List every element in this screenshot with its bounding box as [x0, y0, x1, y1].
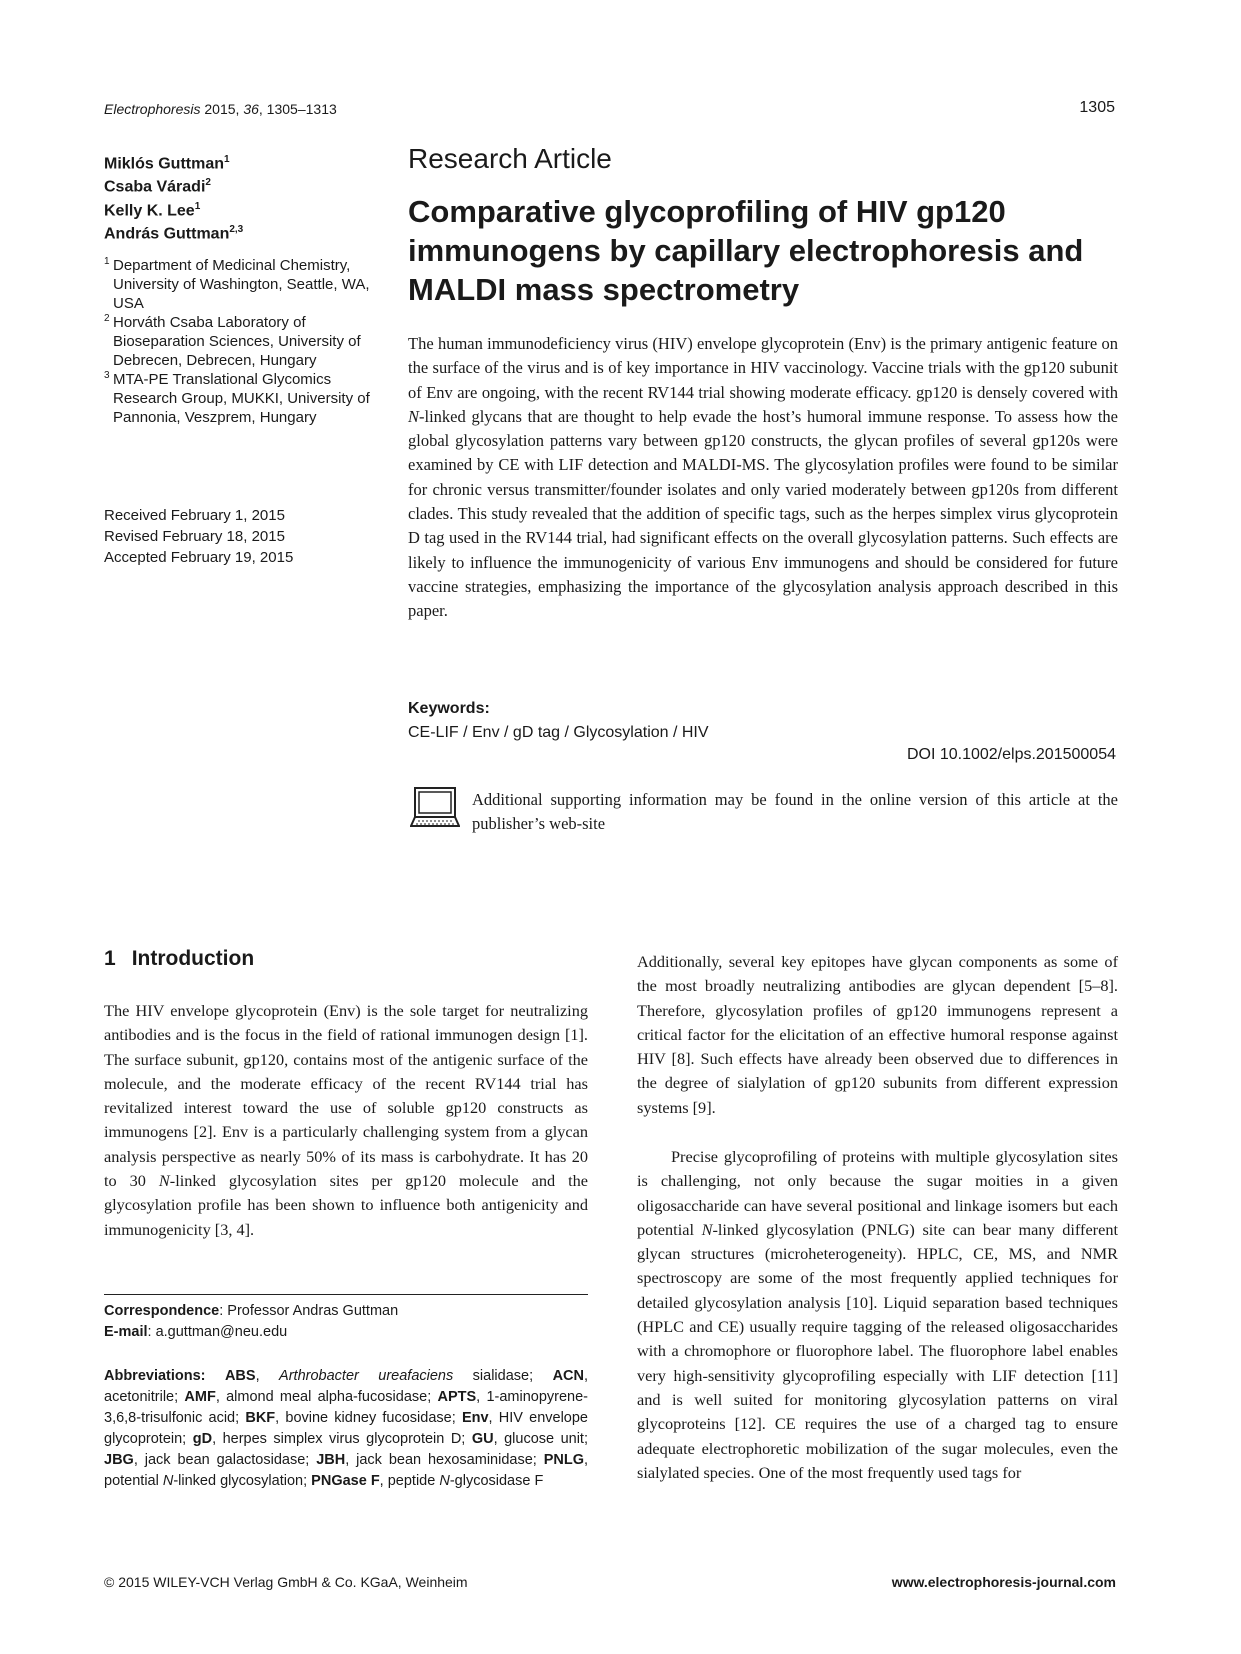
journal-year: 2015, [200, 101, 244, 117]
correspondence [104, 1301, 588, 1343]
footnote-divider [104, 1294, 588, 1295]
affiliation-list [104, 256, 374, 427]
keywords: CE-LIF / Env / gD tag / Glycosylation / HIV [408, 724, 709, 741]
abbreviations: Abbreviations: ABS, Arthrobacter ureafaciens sialidase; ACN, acetonitrile; AMF, almond meal alpha-fucosidase; APTS, 1-aminopyrene-3,6,8-trisulfonic acid; BKF, bovine kidney fucosidase; Env, HIV envelope glycoprotein; gD, herpes simplex virus glycoprotein D; GU, glucose unit; JBG, jack bean galactosidase; JBH, jack bean hexosaminidase; PNLG, potential N-linked glycosylation; PNGase F, peptide N-glycosidase F [104, 1368, 589, 1489]
journal-pages: , 1305–1313 [258, 101, 337, 117]
page-number: 1305 [1079, 99, 1115, 116]
author: Csaba Váradi$^2$ [104, 177, 211, 196]
article-dates [104, 505, 374, 568]
journal-website-link[interactable]: www.electrophoresis-journal.com [891, 1574, 1116, 1590]
journal-volume: 36 [243, 101, 259, 117]
keywords-label: Keywords: [408, 700, 490, 717]
accepted-date: Accepted February 19, 2015 [104, 549, 294, 566]
body-paragraph: Additionally, several key epitopes have glycan components as some of the most broadly neutralizing antibodies are glycan dependent [5–8]. Therefore, glycosylation profiles of gp120 immunogens represent a critical factor for the elicitation of an effective humoral response against HIV [8]. Such effects have already been observed due to differences in the degree of sialylation of gp120 subunits from different expression systems [9]. [637, 952, 1118, 1117]
supporting-info-note: Additional supporting information may be found in the online version of this article at the publisher’s web-site [472, 790, 1118, 833]
copyright-notice: © 2015 WILEY-VCH Verlag GmbH & Co. KGaA, Weinheim [104, 1574, 468, 1590]
correspondence-label: Correspondence [104, 1303, 220, 1319]
abbreviations-label: Abbreviations: [104, 1368, 206, 1384]
author-list [104, 150, 364, 243]
section-number: 1 [104, 947, 116, 970]
journal-citation [104, 101, 337, 117]
affiliation: 2 Horváth Csaba Laboratory of Bioseparation Sciences, University of Debrecen, Debrecen, Hungary [104, 313, 361, 369]
section-title: Introduction [131, 947, 255, 970]
body-paragraph: The HIV envelope glycoprotein (Env) is the sole target for neutralizing antibodies and is the focus in the field of rational immunogen design [1]. The surface subunit, gp120, contains most of the antigenic surface of the molecule, and the moderate efficacy of the recent RV144 trial has revitalized interest toward the use of soluble gp120 constructs as immunogens [2]. Env is a particularly challenging system from a glycan analysis perspective as nearly 50% of its mass is carbohydrate. It has 20 to 30 N-linked glycosylation sites per gp120 molecule and the glycosylation profile has been shown to influence both antigenicity and immunogenicity [3, 4]. [104, 1001, 588, 1239]
journal-name: Electrophoresis [104, 101, 201, 117]
author: Miklós Guttman$^1$ [104, 154, 230, 173]
section-heading [104, 947, 588, 971]
abstract: The human immunodeficiency virus (HIV) envelope glycoprotein (Env) is the primary antigenic feature on the surface of the virus and is of key importance in HIV vaccinology. Vaccine trials with the gp120 subunit of Env are ongoing, with the recent RV144 trial showing moderate efficacy. gp120 is densely covered with N-linked glycans that are thought to help evade the host’s humoral immune response. To assess how the global glycosylation patterns vary between gp120 constructs, the glycan profiles of several gp120s were examined by CE with LIF detection and MALDI-MS. The glycosylation profiles were found to be similar for chronic versus transmitter/founder isolates and only varied moderately between gp120s from different clades. This study revealed that the addition of specific tags, such as the herpes simplex virus glycoprotein D tag used in the RV144 trial, had significant effects on the overall glycosylation patterns. Such effects are likely to influence the immunogenicity of various Env immunogens and should be considered for future vaccine strategies, emphasizing the importance of the glycosylation analysis approach described in this paper. [408, 334, 1118, 621]
article-type: Research Article [408, 143, 612, 174]
correspondence-email[interactable]: : a.guttman@neu.edu [147, 1324, 288, 1340]
article-title: Comparative glycoprofiling of HIV gp120 immunogens by capillary electrophoresis and MALDI mass spectrometry [408, 194, 1084, 307]
email-label: E-mail [104, 1324, 148, 1340]
author: Kelly K. Lee$^1$ [104, 200, 201, 219]
revised-date: Revised February 18, 2015 [104, 528, 285, 545]
received-date: Received February 1, 2015 [104, 507, 285, 524]
affiliation: 3 MTA-PE Translational Glycomics Research Group, MUKKI, University of Pannonia, Veszprem, Hungary [104, 370, 370, 426]
author: András Guttman$^{2,3}$ [104, 223, 244, 243]
body-paragraph: Precise glycoprofiling of proteins with multiple glycosylation sites is challenging, not only because the sugar moities in a given oligosaccharide can have several positional and linkage isomers but each potential N-linked glycosylation (PNLG) site can bear many different glycan structures (microheterogeneity). HPLC, CE, MS, and NMR spectroscopy are some of the most frequently applied techniques for detailed glycosylation analysis [10]. Liquid separation based techniques (HPLC and CE) usually require tagging of the released oligosaccharides with a chromophore or fluorophore label. The fluorophore label enables very high-sensitivity glycoprofiling especially with LIF detection [11] and is well suited for monitoring glycosylation patterns on viral glycoproteins [12]. CE requires the use of a charged tag to ensure adequate electrophoretic mobilization of the sugar molecules, even the sialylated species. One of the most frequently used tags for [637, 1147, 1118, 1482]
affiliation: 1 Department of Medicinal Chemistry, University of Washington, Seattle, WA, USA [104, 256, 370, 312]
correspondence-name: : Professor Andras Guttman [219, 1303, 399, 1319]
computer-icon [410, 786, 460, 830]
doi[interactable]: DOI 10.1002/elps.201500054 [906, 746, 1116, 763]
